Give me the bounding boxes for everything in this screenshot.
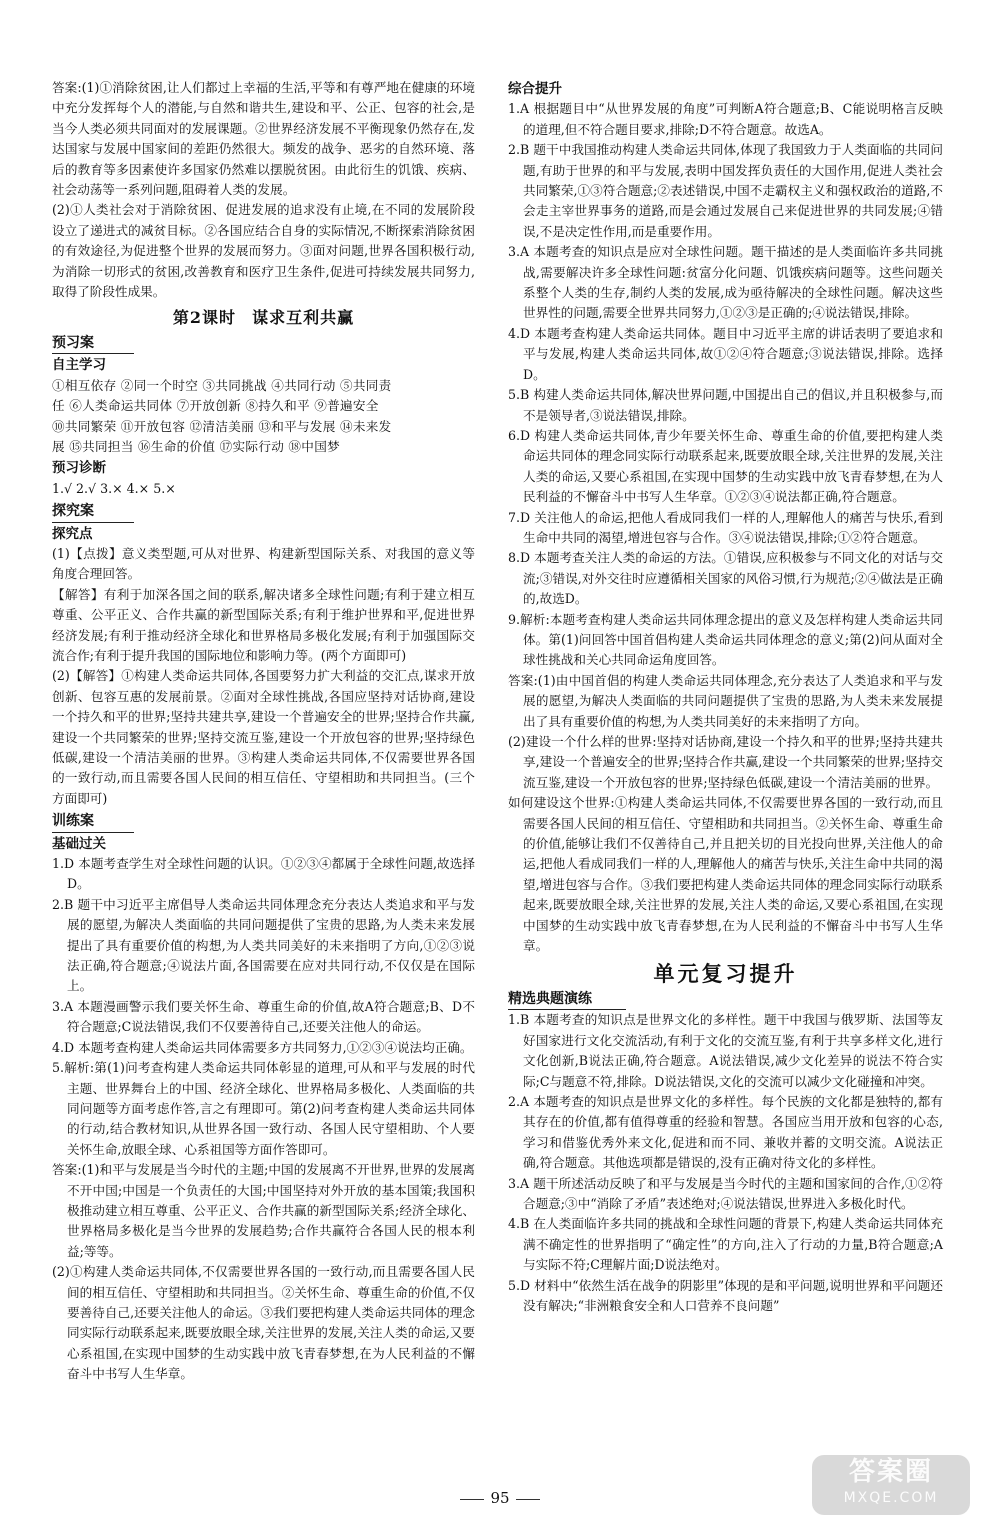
answer-paragraph: (2)建设一个什么样的世界:坚持对话协商,建设一个持久和平的世界;坚持共建共享,建设一个普遍安全的世界;坚持合作共赢,建设一个共同繁荣的世界;坚持交流互鉴,建设一个开放包容的世界;坚持绿色低碳,建设一个清洁美丽的世界。	[508, 734, 943, 790]
explore-paragraph: (2)【解答】①构建人类命运共同体,各国要努力扩大利益的交汇点,谋求开放创新、包容互惠的发展前景。②面对全球性挑战,各国应坚持对话协商,建设一个持久和平的世界;坚持共建共享,建设一个普遍安全的世界;坚持合作共赢,建设一个共同繁荣的世界;坚持交流互鉴,建设一个开放包容的世界;坚持绿色低碳,建设一个清洁美丽的世界。③构建人类命运共同体,不仅需要世界各国的一致行动,而且需要各国人民间的相互信任、守望相助和共同担当。(三个方面即可)	[52, 668, 475, 806]
unit-review-title: 单元复习提升	[653, 961, 798, 987]
preview-heading: 预习案	[52, 333, 134, 354]
watermark-logo	[812, 1455, 970, 1515]
page-number: 95	[490, 1489, 510, 1507]
watermark-url: MXQE.COM	[843, 1490, 939, 1506]
answer-grid-row: ⑩共同繁荣 ⑪开放包容 ⑫清洁美丽 ⑬和平与发展 ⑭未来发	[52, 418, 392, 434]
question-answer: 3.A 本题考查的知识点是应对全球性问题。题干描述的是人类面临许多共同挑战,需要解决许多全球性问题:贫富分化问题、饥饿疾病问题等。这些问题关系整个人类的生存,制约人类的发展,成为亟待解决的全球性问题。解决这些世界性的问题,需要全世界共同努力,①②③是正确的;④说法错误,排除。	[508, 244, 943, 321]
answer-paragraph: 如何建设这个世界:①构建人类命运共同体,不仅需要世界各国的一致行动,而且需要各国人民间的相互信任、守望相助和共同担当。②关怀生命、尊重生命的价值,能够让我们不仅善待自己,并且把关切的目光投向世界,关注他人的命运,把他人看成同我们一样的人,理解他人的痛苦与快乐,关注生命中共同的渴望,增进包容与合作。③我们要把构建人类命运共同体的理念同实际行动联系起来,既要放眼全球,关注世界的发展,关注人类的命运,又要心系祖国,在实现中国梦的生动实践中放飞青春梦想,在为人民利益的不懈奋斗中书写人生华章。	[508, 795, 943, 954]
question-answer: 5.B 构建人类命运共同体,解决世界问题,中国提出自己的倡议,并且积极参与,而不是领导者,③说法错误,排除。	[508, 387, 943, 423]
answer-paragraph: (2)①构建人类命运共同体,不仅需要世界各国的一致行动,而且需要各国人民间的相互信任、守望相助和共同担当。②关怀生命、尊重生命的价值,不仅要善待自己,还要关注他人的命运。③我们要把构建人类命运共同体的理念同实际行动联系起来,既要放眼全球,关注世界的发展,关注人类的命运,又要心系祖国,在实现中国梦的生动实践中放飞青春梦想,在为人民利益的不懈奋斗中书写人生华章。	[52, 1264, 475, 1382]
question-answer: 5.D 材料中“依然生活在战争的阴影里”体现的是和平问题,说明世界和平问题还没有解决;“非洲粮食安全和人口营养不良问题”	[508, 1277, 943, 1313]
question-answer: 4.D 本题考查构建人类命运共同体。题目中习近平主席的讲话表明了要追求和平与发展,构建人类命运共同体,故①②④符合题意;③说法错误,排除。选择D。	[508, 325, 943, 382]
explore-point-heading: 探究点	[52, 525, 93, 542]
footer-dash	[516, 1499, 540, 1500]
self-study-heading: 自主学习	[52, 357, 106, 374]
question-answer: 6.D 构建人类命运共同体,青少年要关怀生命、尊重生命的价值,要把构建人类命运共同体的理念同实际行动联系起来,既要放眼全球,关注世界的发展,关注人类的命运,又要心系祖国,在实现中国梦的生动实践中放飞青春梦想,在为人民利益的不懈奋斗中书写人生华章。①②③④说法都正确,符合题意。	[508, 427, 943, 505]
lesson-name: 谋求互利共赢	[252, 308, 355, 328]
left-column	[52, 78, 475, 1385]
question-answer: 5.解析:第(1)问考查构建人类命运共同体彰显的道理,可从和平与发展的时代主题、世界舞台上的中国、经济全球化、世界格局多极化、人类面临的共同问题等方面考虑作答,言之有理即可。第(2)问考查构建人类命运共同体的行动,结合教材知识,从世界各国一致行动、各国人民守望相助、个人要关怀生命,放眼全球、心系祖国等方面作答即可。	[52, 1060, 475, 1157]
question-answer: 1.A 根据题目中“从世界发展的角度”可判断A符合题意;B、C能说明格言反映的道理,但不符合题目要求,排除;D不符合题意。故选A。	[508, 101, 944, 137]
question-answer: 2.A 本题考查的知识点是世界文化的多样性。每个民族的文化都是独特的,都有其存在的价值,都有值得尊重的经验和智慧。各国应当用开放和包容的心态,学习和借鉴优秀外来文化,促进和而不同、兼收并蓄的文明交流。A说法正确,符合题意。其他选项都是错误的,没有正确对待文化的多样性。	[508, 1093, 943, 1171]
watermark-text: 答案圈	[848, 1457, 933, 1487]
question-answer: 4.D 本题考查构建人类命运共同体需要多方共同努力,①②③④说法均正确。	[52, 1039, 473, 1055]
answer-paragraph: 答案:(1)由中国首倡的构建人类命运共同体理念,充分表达了人类追求和平与发展的愿望,为解决人类面临的共同问题提供了宝贵的思路,为人类未来发展提出了具有重要价值的构想,为人类共同美好的未来指明了方向。	[508, 672, 943, 729]
answer-grid-row: 展 ⑮共同担当 ⑯生命的价值 ⑰实际行动 ⑱中国梦	[52, 438, 340, 454]
comprehensive-heading: 综合提升	[508, 81, 562, 97]
lesson-number: 第2课时	[172, 308, 237, 328]
question-answer: 1.B 本题考查的知识点是世界文化的多样性。题干中我国与俄罗斯、法国等友好国家进行文化交流活动,有利于文化的交流互鉴,有利于共享多样文化,进行文化创新,B说法正确,符合题意。A说法错误,减少文化差异的说法不符合实际;C与题意不符,排除。D说法错误,文化的交流可以减少文化碰撞和冲突。	[508, 1012, 943, 1089]
question-answer: 3.A 本题漫画警示我们要关怀生命、尊重生命的价值,故A符合题意;B、D不符合题意;C说法错误,我们不仅要善待自己,还要关注他人的命运。	[52, 998, 475, 1035]
question-answer: 9.解析:本题考查构建人类命运共同体理念提出的意义及怎样构建人类命运共同体。第(1)问回答中国首倡构建人类命运共同体理念的意义;第(2)问从面对全球性挑战和关心共同命运角度回答。	[508, 611, 943, 668]
question-answer: 3.A 题干所述活动反映了和平与发展是当今时代的主题和国家间的合作,①②符合题意;③中“消除了矛盾”表述绝对;④说法错误,世界进入多极化时代。	[508, 1175, 943, 1211]
question-answer: 1.D 本题考查学生对全球性问题的认识。①②③④都属于全球性问题,故选择D。	[52, 856, 475, 892]
answer-grid-row: ①相互依存 ②同一个时空 ③共同挑战 ④共同行动 ⑤共同责	[52, 377, 392, 393]
basic-heading: 基础过关	[52, 835, 106, 852]
answer-grid-row: 任 ⑥人类命运共同体 ⑦开放创新 ⑧持久和平 ⑨普遍安全	[52, 398, 379, 414]
right-column	[508, 78, 943, 1316]
question-answer: 7.D 关注他人的命运,把他人看成同我们一样的人,理解他人的痛苦与快乐,看到生命中共同的渴望,增进包容与合作。③④说法错误,排除;①②符合题意。	[508, 509, 943, 545]
answer-paragraph: 答案:(1)①消除贫困,让人们都过上幸福的生活,平等和有尊严地在健康的环境中充分发挥每个人的潜能,与自然和谐共生,建设和平、公正、包容的社会,是当今人类必须共同面对的发展课题。②世界经济发展不平衡现象仍然存在,发达国家与发展中国家间的差距仍然很大。频发的战争、恶劣的自然环境、落后的教育等多因素使许多国家仍然难以摆脱贫困。由此衍生的饥饿、疾病、社会动荡等一系列问题,阻碍着人类的发展。	[52, 80, 475, 198]
diagnosis-heading: 预习诊断	[52, 460, 106, 477]
question-answer: 8.D 本题考查关注人类的命运的方法。①错误,应积极参与不同文化的对话与交流;③错误,对外交往时应遵循相关国家的风俗习惯,行为规范;②④做法是正确的,故选D。	[508, 550, 943, 607]
selected-exercises-heading: 精选典题演练	[508, 989, 626, 1010]
explore-paragraph: 【解答】有利于加深各国之间的联系,解决诸多全球性问题;有利于建立相互尊重、公平正义、合作共赢的新型国际关系;有利于维护世界和平,促进世界经济发展;有利于推动经济全球化和世界格局多极化发展;有利于加强国际交流合作;有利于提升我国的国际地位和影响力等。(两个方面即可)	[52, 586, 475, 663]
training-heading: 训练案	[52, 811, 134, 832]
answer-paragraph: 答案:(1)和平与发展是当今时代的主题;中国的发展离不开世界,世界的发展离不开中国;中国是一个负责任的大国;中国坚持对外开放的基本国策;我国积极推动建立相互尊重、公平正义、合作共赢的新型国际关系;经济全球化、世界格局多极化是当今世界的发展趋势;合作共赢符合各国人民的根本利益;等等。	[52, 1162, 475, 1259]
lesson-title	[52, 308, 475, 328]
answer-paragraph: (2)①人类社会对于消除贫困、促进发展的追求没有止境,在不同的发展阶段设立了递进式的减贫目标。②各国应结合自身的实际情况,不断探索消除贫困的有效途径,为促进整个世界的发展而努力。③面对问题,世界各国积极行动,为消除一切形式的贫困,改善教育和医疗卫生条件,促进可持续发展共同努力,取得了阶段性成果。	[52, 202, 475, 300]
question-answer: 2.B 题干中习近平主席倡导人类命运共同体理念充分表达人类追求和平与发展的愿望,为解决人类面临的共同问题提供了宝贵的思路,为人类未来发展提出了具有重要价值的构想,为人类共同美好的未来指明了方向,①②③说法正确,符合题意;④说法片面,各国需要在应对共同行动,不仅仅是在国际上。	[52, 896, 475, 994]
diagnosis-answers: 1.√ 2.√ 3.× 4.× 5.×	[52, 480, 176, 496]
explore-heading: 探究案	[52, 501, 134, 522]
question-answer: 4.B 在人类面临许多共同的挑战和全球性问题的背景下,构建人类命运共同体充满不确定性的世界指明了“确定性”的方向,注入了行动的力量,B符合题意;A与实际不符;C理解片面;D说法绝对。	[508, 1216, 943, 1273]
question-answer: 2.B 题干中我国推动构建人类命运共同体,体现了我国致力于人类面临的共同问题,有助于世界的和平与发展,表明中国发挥负责任的大国作用,促进人类社会共同繁荣,①③符合题意;②表述错误,中国不走霸权主义和强权政治的道路,不会走主宰世界事务的道路,而是会通过发展自己来促进世界的共同发展;④错误,不是决定性作用,而是重要作用。	[508, 142, 943, 239]
footer-dash	[460, 1499, 484, 1500]
fill-blank-answers	[52, 376, 475, 458]
explore-paragraph: (1)【点拨】意义类型题,可从对世界、构建新型国际关系、对我国的意义等角度合理回答。	[52, 545, 475, 582]
